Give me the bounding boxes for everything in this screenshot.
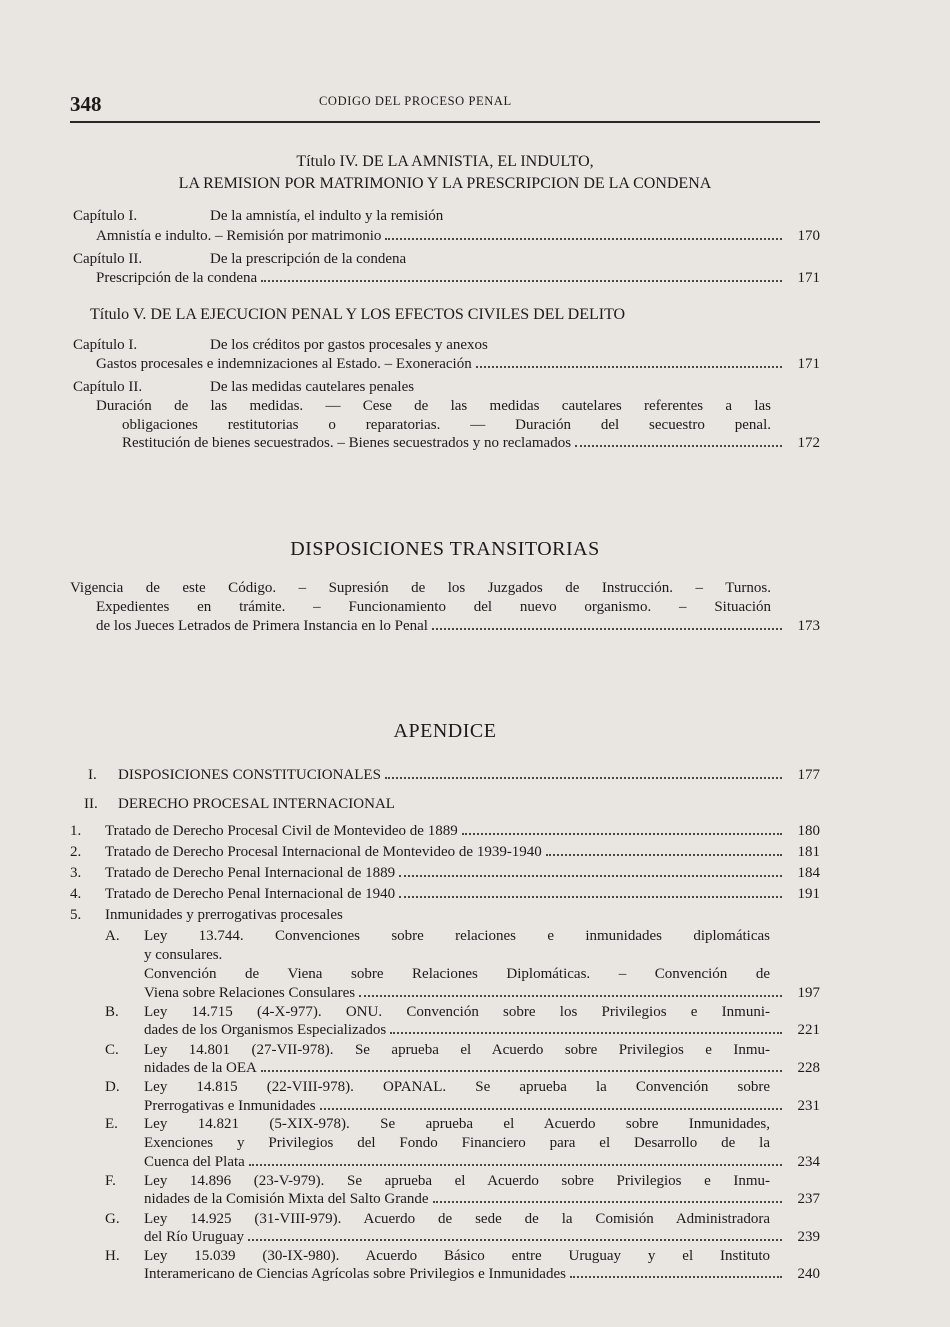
toc-entry[interactable] [144, 1059, 820, 1078]
toc-page-number: 180 [797, 823, 820, 839]
titulo4-heading-line1: Título IV. DE LA AMNISTIA, EL INDULTO, [296, 153, 594, 170]
toc-entry[interactable] [144, 1021, 820, 1040]
toc-entry-text: nidades de la OEA [144, 1060, 257, 1076]
dot-leader [462, 822, 782, 835]
toc-entry[interactable] [122, 434, 820, 453]
dot-leader [359, 984, 782, 997]
toc-page-number: 172 [797, 435, 820, 451]
dot-leader [476, 355, 782, 368]
toc-page-number: 184 [797, 865, 820, 881]
toc-entry[interactable] [144, 1265, 820, 1284]
dot-leader [432, 617, 782, 630]
toc-entry-text: Viena sobre Relaciones Consulares [144, 985, 356, 1001]
dot-leader [248, 1228, 782, 1241]
toc-entry-text: Vigencia de este Código. – Supresión de los Juzgados de Instrucción. – Turnos. [70, 580, 771, 596]
toc-entry-text: Restitución de bienes secuestrados. – Bienes secuestrados y no reclamados [122, 435, 572, 451]
item-title: Inmunidades y prerrogativas procesales [105, 907, 343, 923]
toc-entry-text: Prerrogativas e Inmunidades [144, 1098, 316, 1114]
toc-page-number: 231 [797, 1098, 820, 1114]
toc-page-number: 221 [797, 1022, 820, 1038]
toc-entry[interactable] [105, 864, 820, 883]
section-title: DERECHO PROCESAL INTERNACIONAL [118, 796, 395, 812]
dot-leader [261, 1059, 782, 1072]
dot-leader [570, 1265, 782, 1278]
toc-page-number: 240 [797, 1266, 820, 1282]
toc-entry-text: Tratado de Derecho Penal Internacional de 1940 [105, 886, 396, 902]
transitorias-heading: DISPOSICIONES TRANSITORIAS [290, 538, 600, 560]
dot-leader [399, 885, 782, 898]
toc-page-number: 170 [797, 228, 820, 244]
chapter-title: De los créditos por gastos procesales y anexos [210, 337, 488, 353]
toc-entry[interactable] [144, 1097, 820, 1116]
item-number: 2. [70, 844, 82, 860]
toc-entry[interactable] [96, 355, 820, 374]
toc-page-number: 234 [797, 1154, 820, 1170]
toc-entry-text: Cuenca del Plata [144, 1154, 245, 1170]
chapter-title: De las medidas cautelares penales [210, 379, 415, 395]
toc-entry-text: Convención de Viena sobre Relaciones Diplomáticas. – Convención de [144, 966, 770, 982]
toc-entry-text: Ley 14.815 (22-VIII-978). OPANAL. Se aprueba la Convención sobre [144, 1079, 770, 1095]
toc-entry-text: Exenciones y Privilegios del Fondo Financiero para el Desarrollo de la [144, 1135, 770, 1151]
toc-entry-text: Gastos procesales e indemnizaciones al Estado. – Exoneración [96, 356, 472, 372]
toc-entry-text: Ley 14.715 (4-X-977). ONU. Convención sobre los Privilegios e Inmuni- [144, 1004, 770, 1020]
subitem-letter: A. [105, 928, 120, 944]
toc-entry[interactable] [144, 984, 820, 1003]
toc-entry-text: Ley 15.039 (30-IX-980). Acuerdo Básico entre Uruguay y el Instituto [144, 1248, 770, 1264]
apendice-heading: APENDICE [393, 720, 497, 742]
toc-entry[interactable] [96, 227, 820, 246]
toc-entry[interactable] [96, 269, 820, 288]
toc-entry-text: Interamericano de Ciencias Agrícolas sobre Privilegios e Inmunidades [144, 1266, 566, 1282]
toc-entry[interactable] [118, 766, 820, 785]
dot-leader [261, 269, 782, 282]
toc-entry-text: obligaciones restitutorias o reparatorias. — Duración del secuestro penal. [122, 417, 771, 433]
page-number: 348 [70, 92, 102, 116]
dot-leader [546, 843, 782, 856]
subitem-letter: F. [105, 1173, 116, 1189]
toc-page-number: 237 [797, 1191, 820, 1207]
toc-entry-text: Ley 13.744. Convenciones sobre relaciones e inmunidades diplomáticas [144, 928, 770, 944]
chapter-label: Capítulo II. [73, 379, 143, 395]
toc-entry-text: del Río Uruguay [144, 1229, 244, 1245]
subitem-letter: C. [105, 1042, 119, 1058]
chapter-label: Capítulo I. [73, 208, 138, 224]
toc-entry-text: Duración de las medidas. — Cese de las medidas cautelares referentes a las [96, 398, 771, 414]
item-number: 5. [70, 907, 82, 923]
toc-entry[interactable] [96, 617, 820, 636]
dot-leader [249, 1153, 782, 1166]
subitem-letter: E. [105, 1116, 118, 1132]
running-head: CODIGO DEL PROCESO PENAL [319, 94, 512, 108]
section-number: I. [88, 767, 97, 783]
dot-leader [385, 227, 782, 240]
toc-entry[interactable] [105, 885, 820, 904]
titulo5-heading: Título V. DE LA EJECUCION PENAL Y LOS EFECTOS CIVILES DEL DELITO [90, 306, 626, 323]
dot-leader [390, 1021, 782, 1034]
toc-entry[interactable] [144, 1153, 820, 1172]
toc-entry[interactable] [105, 822, 820, 841]
toc-page-number: 177 [797, 767, 820, 783]
toc-entry-text: y consulares. [144, 947, 223, 963]
dot-leader [399, 864, 782, 877]
header-rule [70, 121, 820, 123]
toc-entry-text: Tratado de Derecho Procesal Civil de Montevideo de 1889 [105, 823, 458, 839]
chapter-title: De la prescripción de la condena [210, 251, 407, 267]
subitem-letter: D. [105, 1079, 120, 1095]
toc-entry-text: dades de los Organismos Especializados [144, 1022, 387, 1038]
subitem-letter: G. [105, 1211, 120, 1227]
toc-entry[interactable] [144, 1228, 820, 1247]
toc-entry-text: Prescripción de la condena [96, 270, 258, 286]
subitem-letter: B. [105, 1004, 119, 1020]
toc-entry-text: Tratado de Derecho Penal Internacional de 1889 [105, 865, 396, 881]
chapter-title: De la amnistía, el indulto y la remisión [210, 208, 444, 224]
toc-entry-text: Expedientes en trámite. – Funcionamiento del nuevo organismo. – Situación [96, 599, 771, 615]
toc-entry[interactable] [144, 1190, 820, 1209]
toc-page-number: 228 [797, 1060, 820, 1076]
toc-entry-text: Ley 14.801 (27-VII-978). Se aprueba el Acuerdo sobre Privilegios e Inmu- [144, 1042, 770, 1058]
item-number: 3. [70, 865, 82, 881]
titulo4-heading-line2: LA REMISION POR MATRIMONIO Y LA PRESCRIPCION DE LA CONDENA [178, 175, 712, 192]
item-number: 1. [70, 823, 82, 839]
toc-page-number: 191 [797, 886, 820, 902]
toc-entry-text: Ley 14.896 (23-V-979). Se aprueba el Acuerdo sobre Privilegios e Inmu- [144, 1173, 770, 1189]
toc-entry-text: Amnistía e indulto. – Remisión por matrimonio [96, 228, 382, 244]
dot-leader [320, 1097, 782, 1110]
toc-page-number: 171 [797, 270, 820, 286]
toc-page-number: 239 [797, 1229, 820, 1245]
toc-entry-text: DISPOSICIONES CONSTITUCIONALES [118, 767, 381, 783]
toc-entry-text: de los Jueces Letrados de Primera Instancia en lo Penal [96, 618, 428, 634]
toc-page-number: 171 [797, 356, 820, 372]
dot-leader [575, 434, 782, 447]
dot-leader [385, 766, 782, 779]
toc-page-number: 181 [797, 844, 820, 860]
chapter-label: Capítulo II. [73, 251, 143, 267]
toc-page-number: 173 [797, 618, 820, 634]
toc-page-number: 197 [797, 985, 820, 1001]
subitem-letter: H. [105, 1248, 120, 1264]
item-number: 4. [70, 886, 82, 902]
toc-entry-text: Tratado de Derecho Procesal Internacional de Montevideo de 1939-1940 [105, 844, 542, 860]
toc-entry-text: Ley 14.925 (31-VIII-979). Acuerdo de sede de la Comisión Administradora [144, 1211, 770, 1227]
dot-leader [433, 1190, 782, 1203]
section-number: II. [84, 796, 98, 812]
toc-entry-text: Ley 14.821 (5-XIX-978). Se aprueba el Acuerdo sobre Inmunidades, [144, 1116, 770, 1132]
toc-entry-text: nidades de la Comisión Mixta del Salto Grande [144, 1191, 429, 1207]
toc-entry[interactable] [105, 843, 820, 862]
chapter-label: Capítulo I. [73, 337, 138, 353]
